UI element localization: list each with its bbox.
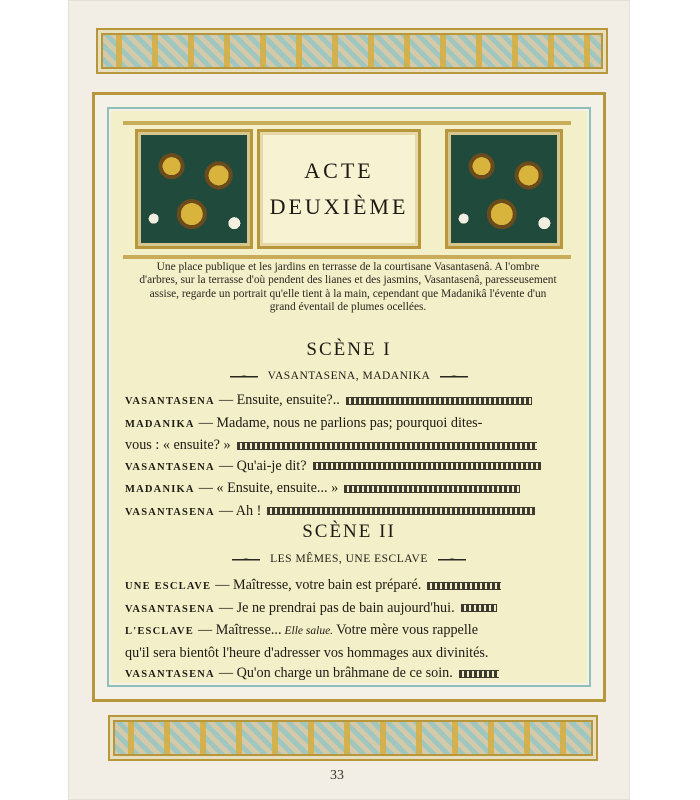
dialogue-text: vous : « ensuite? » <box>125 437 231 453</box>
stage-direction-inline: Elle salue. <box>284 625 334 637</box>
stage-direction: Une place publique et les jardins en terrasse de la courtisane Vasantasenâ. A l'ombre d'arbres, sur la terrasse d'où pendent des lianes et des jasmins, Vasantasenâ, paresseusement assise, regarde un portrait qu'elle tient à la main, cependant que Madanikâ l'évente d'un grand éventail de plumes ocellées. <box>139 261 557 314</box>
scene-2-characters <box>111 553 587 565</box>
scene-1-title: SCÈNE I <box>306 339 392 360</box>
speaker-name: VASANTASENA <box>125 603 215 615</box>
speaker-name: VASANTASENA <box>125 669 215 680</box>
scene-1-characters <box>111 370 587 382</box>
dialogue-line <box>125 575 573 598</box>
scene-2-dialogue <box>125 575 573 686</box>
dialogue-text: — Maîtresse... <box>197 622 282 638</box>
page-frame <box>92 92 606 702</box>
dialogue-text: qu'il sera bientôt l'heure d'adresser vos hommages aux divinités. <box>125 644 489 661</box>
line-filler-ornament <box>459 670 499 678</box>
dialogue-line <box>125 663 573 686</box>
dialogue-text: — Je ne prendrai pas de bain aujourd'hui. <box>218 599 455 616</box>
scene-2-title: SCÈNE II <box>302 521 396 542</box>
speaker-name: VASANTASENA <box>125 506 215 518</box>
dialogue-text: — Ensuite, ensuite?.. <box>218 392 340 408</box>
speaker-name: VASANTASENA <box>125 396 215 407</box>
dialogue-text: — Maîtresse, votre bain est préparé. <box>215 577 422 593</box>
dialogue-line <box>125 643 573 664</box>
dialogue-line <box>125 456 573 479</box>
scene-2-characters-text: LES MÊMES, UNE ESCLAVE <box>270 553 428 565</box>
line-filler-ornament <box>346 397 532 405</box>
sunflower-panel-icon <box>135 129 253 249</box>
dialogue-line <box>125 478 573 501</box>
line-filler-ornament <box>344 485 520 493</box>
speaker-name: L'ESCLAVE <box>125 626 194 637</box>
scene-1-characters-text: VASANTASENA, MADANIKA <box>267 370 431 382</box>
ornament-icon <box>438 556 466 563</box>
dialogue-text: — Ah ! <box>218 502 262 519</box>
sunflower-panel-icon <box>445 129 563 249</box>
line-filler-ornament <box>461 604 497 612</box>
bottom-ornamental-band <box>108 715 598 761</box>
act-title-box <box>257 129 421 249</box>
line-filler-ornament <box>313 462 541 470</box>
ornament-icon <box>440 373 468 380</box>
content-area <box>111 111 587 683</box>
dialogue-text: — Madame, nous ne parlions pas; pourquoi dites- <box>198 414 483 431</box>
dialogue-line <box>125 413 573 436</box>
act-title-line1: ACTE <box>304 158 374 183</box>
speaker-name: MADANIKA <box>125 418 195 430</box>
speaker-name: VASANTASENA <box>125 461 215 473</box>
dialogue-line <box>125 390 573 413</box>
scene-1-dialogue <box>125 390 573 523</box>
dialogue-text: — Qu'on charge un brâhmane de ce soin. <box>218 665 453 681</box>
dialogue-text: — Qu'ai-je dit? <box>218 457 307 474</box>
line-filler-ornament <box>237 442 537 450</box>
dialogue-text: — « Ensuite, ensuite... » <box>198 480 339 496</box>
dialogue-line <box>125 598 573 621</box>
dialogue-line <box>125 501 573 524</box>
ornament-icon <box>232 556 260 563</box>
speaker-name: UNE ESCLAVE <box>125 581 212 592</box>
speaker-name: MADANIKA <box>125 484 195 495</box>
dialogue-text: Votre mère vous rappelle <box>336 622 479 638</box>
dialogue-line <box>125 435 573 456</box>
top-ornamental-band <box>96 28 608 74</box>
line-filler-ornament <box>267 507 535 515</box>
dialogue-line <box>125 620 573 643</box>
page-number: 33 <box>330 768 344 783</box>
act-title-line2: DEUXIÈME <box>269 194 409 219</box>
ornament-icon <box>230 373 258 380</box>
line-filler-ornament <box>427 582 501 590</box>
